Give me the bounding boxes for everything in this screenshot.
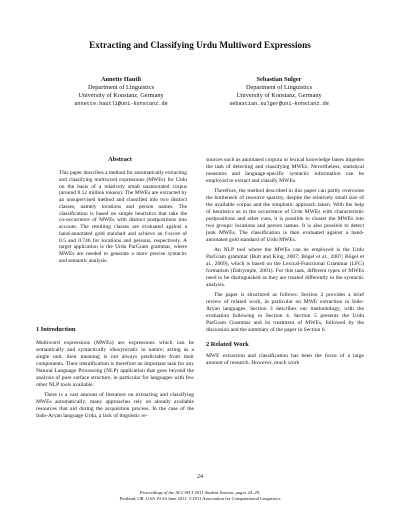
author-dept: Department of Linguistics (245, 84, 313, 92)
right-column-body (206, 157, 364, 367)
intro-paragraph-2: There is a vast amount of literature on extracting and classifying MWEs automatically; many approaches rely on already available resources that aid during the acquisition process. In the case of the Indo-Aryan language Urdu, a lack of linguistic re- (36, 392, 194, 419)
abstract-paragraph: This paper describes a method for automatically extracting and classifying multiword expressions (MWEs) for Urdu on the basis of a relatively small unannotated corpus (around 8.12 million tokens). The MWEs are extracted by an unsupervised method and classified into two distinct classes, namely locations and person names. The classification is based on simple heuristics that take the co-occurrence of MWEs with distinct postpositions into account. The resulting classes are evaluated against a hand-annotated gold standard and achieve an f-score of 0.5 and 0.746 for locations and persons, respectively. A target application is the Urdu ParGram grammar, where MWEs are needed to generate a more precise syntactic and semantic analysis. (59, 170, 187, 264)
author-block-2 (194, 76, 364, 108)
abstract-heading: Abstract (108, 156, 132, 163)
right-paragraph-3: An NLP tool where the MWEs can be employed is the Urdu ParGram grammar (Butt and King, 2007; Bögel et al., 2007; Bögel et al., 2009), which is based on the Lexical-Functional Grammar (LFG) formalism (Dalrymple, 2001). For this task, different types of MWEs need to be distinguished as they are treated differently in the syntactic analysis. (206, 247, 364, 288)
page-number: 24 (197, 474, 203, 480)
author-block-1 (36, 76, 206, 108)
page-footer (0, 490, 400, 502)
footer-location: Portland, OR, USA 19-24 June 2011. ©2011 Association for Computational Linguistics (119, 496, 281, 501)
author-email: annette.hautli@uni-konstanz.de (74, 101, 168, 108)
right-paragraph-4: The paper is structured as follows: Section 2 provides a brief review of related work, in particular on MWE extraction in Indo-Aryan languages. Section 3 describes our methodology, with the evaluation following in Section 4. Section 5 presents the Urdu ParGram Grammar and its treatment of MWEs, followed by the discussion and the summary of the paper in Section 6. (206, 292, 364, 333)
author-name: Sebastian Sulger (256, 76, 302, 83)
section-heading-related-work: 2 Related Work (206, 341, 249, 348)
author-univ: University of Konstanz, Germany (78, 92, 164, 100)
author-univ: University of Konstanz, Germany (236, 92, 322, 100)
paper-title: Extracting and Classifying Urdu Multiword Expressions (89, 40, 311, 50)
related-paragraph-1: MWE extraction and classification has been the focus of a large amount of research. However, much work (206, 353, 364, 366)
right-paragraph-2: Therefore, the method described in this paper can partly overcome the bottleneck of resource sparsity, despite the relatively small size of the available corpus and the simplistic approach taken. With the help of heuristics as to the occurrence of Urdu MWEs with characteristic postpositions and other cues, it is possible to cluster the MWEs into two groups: locations and person names. It is also possible to detect junk MWEs. The classification is then evaluated against a hand-annotated gold standard of Urdu MWEs. (206, 188, 364, 243)
section-heading-introduction: 1 Introduction (36, 326, 76, 333)
author-dept: Department of Linguistics (87, 84, 155, 92)
footer-proceedings: Proceedings of the ACL-HLT 2011 Student Session, pages 24–29, (139, 490, 261, 495)
author-email: sebastian.sulger@uni-konstanz.de (229, 101, 329, 108)
abstract-text (59, 170, 187, 265)
intro-paragraph-1: Multiword expressions (MWEs) are expressions which can be semantically and syntactically idiosyncratic in nature; acting as a single unit, their meaning is not always predictable from their components. Their identification is therefore an important task for any Natural Language Processing (NLP) application that goes beyond the analysis of pure surface structure, in particular for languages with few other NLP tools available. (36, 340, 194, 388)
author-name: Annette Hautli (100, 76, 142, 83)
left-column-body (36, 340, 194, 420)
right-paragraph-1: sources such as annotated corpora or lexical knowledge bases impedes the task of detecting and classifying MWEs. Nevertheless, statistical measures and language-specific syntactic information can be employed to extract and classify MWEs. (206, 157, 364, 184)
